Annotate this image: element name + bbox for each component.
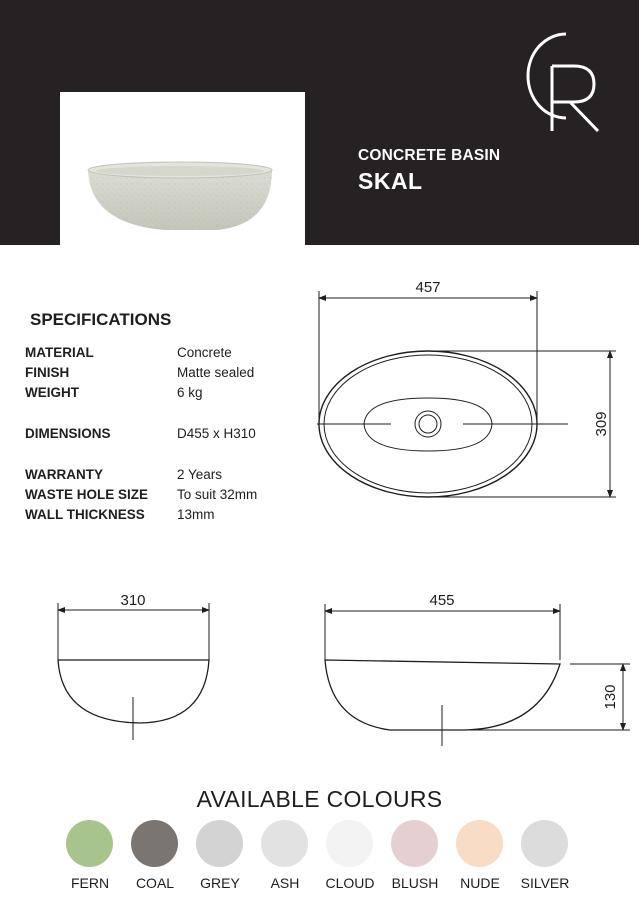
colour-label-silver: SILVER bbox=[520, 875, 570, 891]
colour-label-cloud: CLOUD bbox=[325, 875, 375, 891]
spec-value-dimensions: D455 x H310 bbox=[177, 426, 256, 441]
product-category: CONCRETE BASIN bbox=[358, 147, 501, 164]
spec-label-waste-hole-size: WASTE HOLE SIZE bbox=[25, 487, 149, 502]
dim-top-depth: 309 bbox=[593, 411, 610, 437]
colour-label-nude: NUDE bbox=[460, 875, 500, 891]
dim-front-height: 130 bbox=[602, 684, 619, 710]
swatch-silver bbox=[521, 820, 568, 867]
swatch-coal bbox=[131, 820, 178, 867]
spec-value-wall-thickness: 13mm bbox=[177, 507, 215, 522]
dim-side-width: 310 bbox=[120, 592, 146, 609]
spec-label-dimensions: DIMENSIONS bbox=[25, 426, 111, 441]
dim-front-width: 455 bbox=[429, 592, 455, 609]
spec-label-wall-thickness: WALL THICKNESS bbox=[25, 507, 145, 522]
swatch-blush bbox=[391, 820, 438, 867]
spec-label-weight: WEIGHT bbox=[25, 385, 79, 400]
spec-label-material: MATERIAL bbox=[25, 345, 94, 360]
front-view-drawing bbox=[325, 604, 630, 746]
swatch-cloud bbox=[326, 820, 373, 867]
spec-label-warranty: WARRANTY bbox=[25, 467, 103, 482]
spec-label-finish: FINISH bbox=[25, 365, 70, 380]
swatch-fern bbox=[66, 820, 113, 867]
colour-label-grey: GREY bbox=[200, 875, 240, 891]
dim-top-width: 457 bbox=[415, 279, 441, 296]
spec-value-weight: 6 kg bbox=[177, 385, 203, 400]
colours-title: AVAILABLE COLOURS bbox=[196, 786, 443, 812]
spec-value-warranty: 2 Years bbox=[177, 467, 223, 482]
swatch-nude bbox=[456, 820, 503, 867]
spec-value-material: Concrete bbox=[177, 345, 232, 360]
spec-value-finish: Matte sealed bbox=[177, 365, 255, 380]
swatch-ash bbox=[261, 820, 308, 867]
swatch-grey bbox=[196, 820, 243, 867]
specifications-title: SPECIFICATIONS bbox=[30, 310, 172, 329]
colour-label-coal: COAL bbox=[135, 875, 175, 891]
spec-value-waste-hole-size: To suit 32mm bbox=[177, 487, 258, 502]
colour-label-blush: BLUSH bbox=[391, 875, 439, 891]
side-view-drawing bbox=[58, 603, 209, 740]
colour-label-ash: ASH bbox=[270, 875, 300, 891]
product-name: SKAL bbox=[358, 168, 423, 194]
top-view-drawing bbox=[317, 291, 616, 497]
colour-label-fern: FERN bbox=[70, 875, 110, 891]
